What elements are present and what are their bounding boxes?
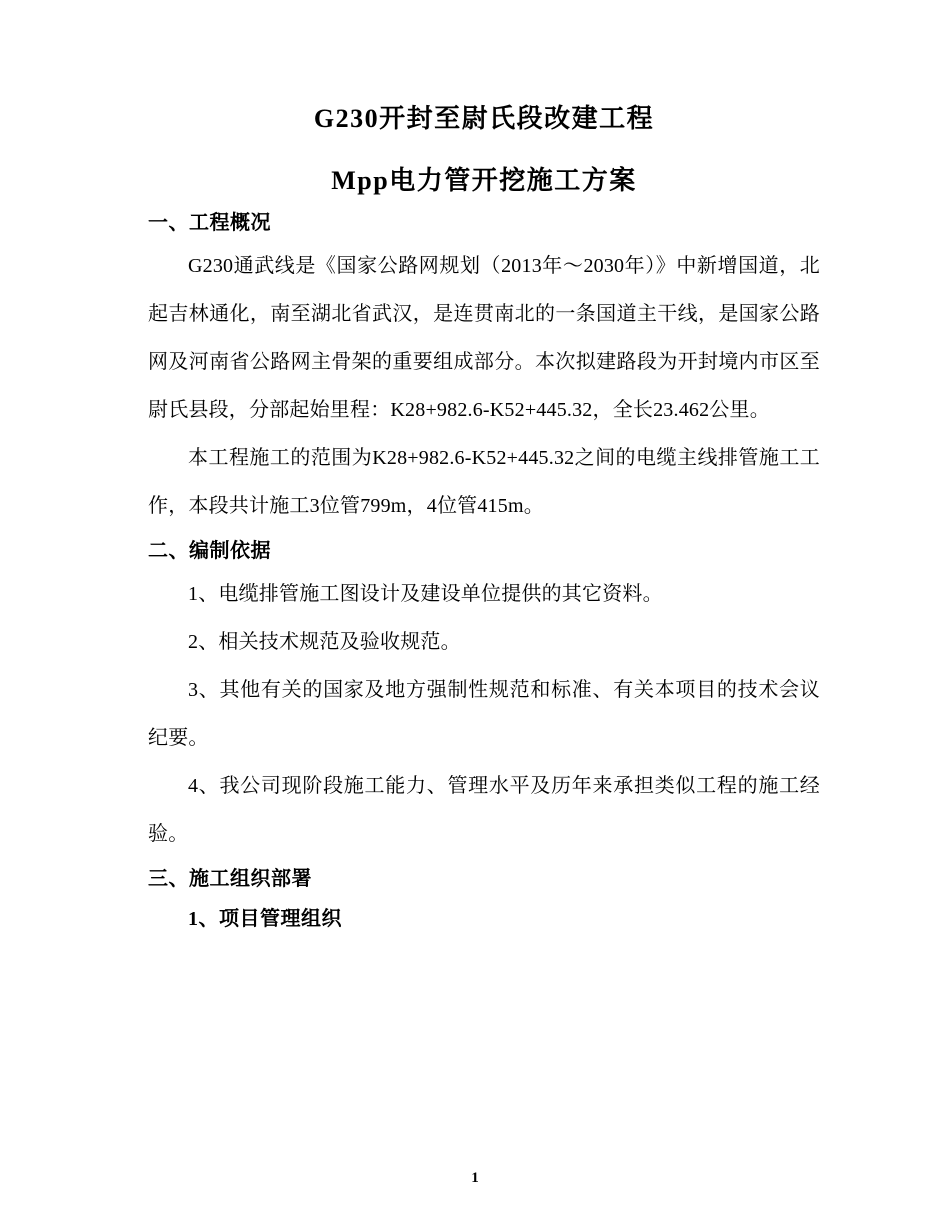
section-heading-engineering-overview: 一、工程概况: [148, 212, 271, 234]
paragraph-project-background: G230通武线是《国家公路网规划（2013年～2030年）》中新增国道，北起吉林通化，南至湖北省武汉，是连贯南北的一条国道主干线，是国家公路网及河南省公路网主骨架的重要组成部分。本次拟建路段为开封境内市区至尉氏县段，分部起始里程：K28+982.6-K52+445.32，全长23.462公里。: [148, 255, 820, 421]
paragraph-construction-scope: 本工程施工的范围为K28+982.6-K52+445.32之间的电缆主线排管施工工作，本段共计施工3位管799m，4位管415m。: [148, 447, 820, 517]
spacer: [148, 894, 820, 904]
section-heading-compilation-basis: 二、编制依据: [148, 540, 271, 562]
spacer: [148, 194, 820, 208]
page-number: 1: [471, 1170, 479, 1186]
list-item-basis-1: 1、电缆排管施工图设计及建设单位提供的其它资料。: [188, 583, 663, 605]
document-title-line-1: G230开封至尉氏段改建工程: [313, 104, 655, 133]
list-item-basis-2: 2、相关技术规范及验收规范。: [188, 631, 461, 653]
list-item-basis-3: 3、其他有关的国家及地方强制性规范和标准、有关本项目的技术会议纪要。: [148, 679, 820, 749]
list-item-basis-4: 4、我公司现阶段施工能力、管理水平及历年来承担类似工程的施工经验。: [148, 775, 820, 845]
page-content: [148, 0, 820, 934]
document-title-line-2: Mpp电力管开挖施工方案: [331, 166, 637, 195]
subsection-heading-project-management-organization: 1、项目管理组织: [188, 908, 342, 930]
section-heading-construction-organization: 三、施工组织部署: [148, 868, 312, 890]
